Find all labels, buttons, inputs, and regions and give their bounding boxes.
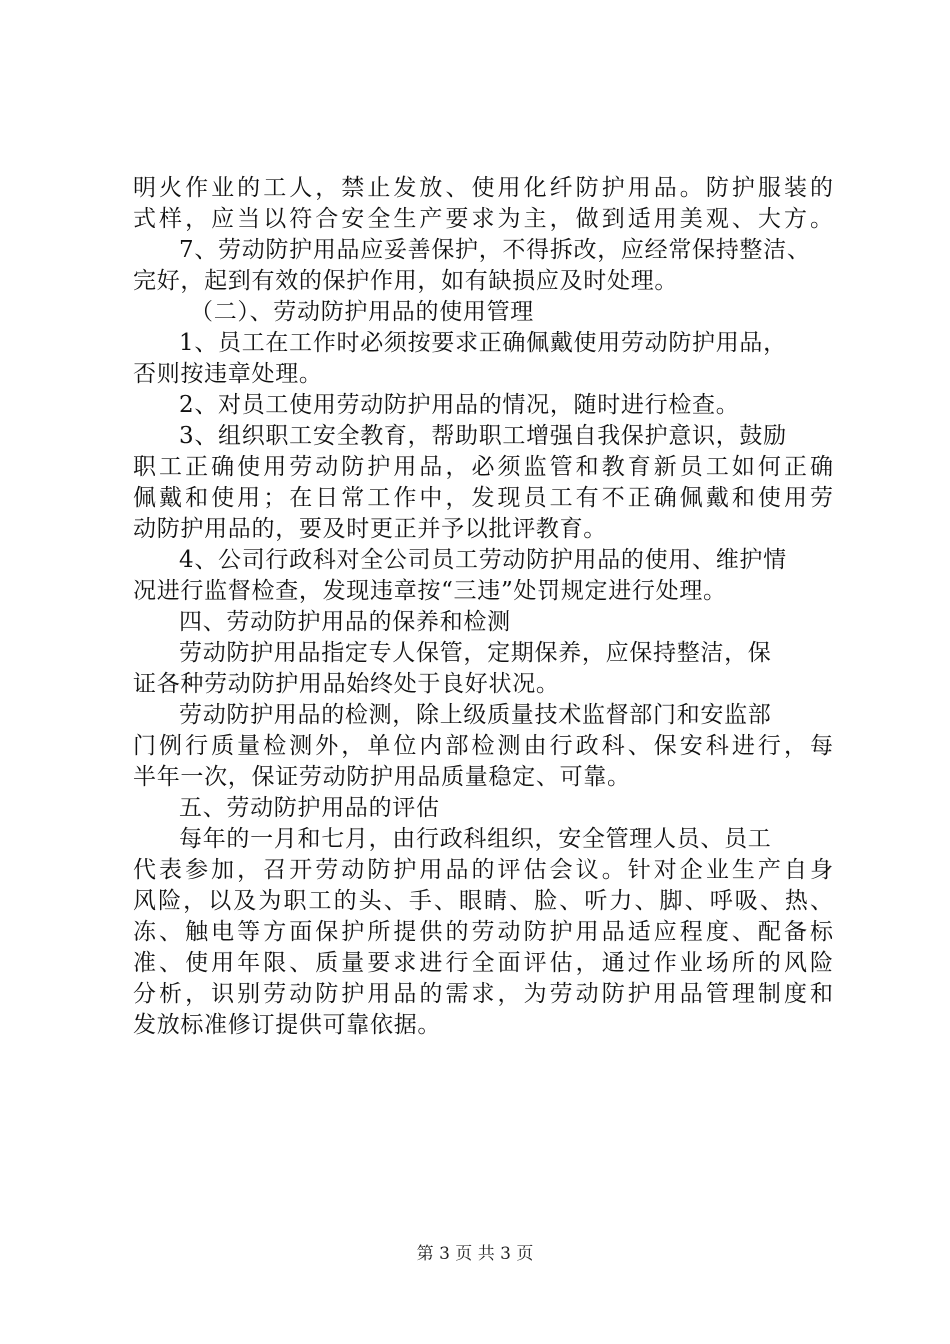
- text-line: 证各种劳动防护用品始终处于良好状况。: [133, 671, 560, 697]
- text-line: 式样，应当以符合安全生产要求为主，做到适用美观、大方。: [133, 206, 833, 232]
- text-line: 劳动防护用品的检测，除上级质量技术监督部门和安监部: [179, 702, 772, 728]
- text-line: 分析，识别劳动防护用品的需求，为劳动防护用品管理制度和: [133, 981, 833, 1007]
- text-line: 劳动防护用品指定专人保管，定期保养，应保持整洁，保: [179, 640, 772, 666]
- text-line: 明火作业的工人，禁止发放、使用化纤防护用品。防护服装的: [133, 175, 833, 201]
- text-line: 完好，起到有效的保护作用，如有缺损应及时处理。: [133, 268, 679, 294]
- text-line: 1、员工在工作时必须按要求正确佩戴使用劳动防护用品，: [179, 330, 787, 356]
- text-line: 准、使用年限、质量要求进行全面评估，通过作业场所的风险: [133, 950, 833, 976]
- section-heading: 五、劳动防护用品的评估: [179, 795, 440, 821]
- section-heading: （二）、劳动防护用品的使用管理: [190, 299, 534, 325]
- text-line: 发放标准修订提供可靠依据。: [133, 1012, 442, 1038]
- text-line: 职工正确使用劳动防护用品，必须监管和教育新员工如何正确: [133, 454, 833, 480]
- text-line: 门例行质量检测外，单位内部检测由行政科、保安科进行，每: [133, 733, 833, 759]
- page-footer: 第 3 页 共 3 页: [416, 1244, 534, 1264]
- text-line: 半年一次，保证劳动防护用品质量稳定、可靠。: [133, 764, 631, 790]
- text-line: 4、公司行政科对全公司员工劳动防护用品的使用、维护情: [179, 547, 787, 573]
- text-line: 佩戴和使用；在日常工作中，发现员工有不正确佩戴和使用劳: [133, 485, 833, 511]
- text-line: 7、劳动防护用品应妥善保护，不得拆改，应经常保持整洁、: [179, 237, 811, 263]
- text-line: 冻、触电等方面保护所提供的劳动防护用品适应程度、配备标: [133, 919, 833, 945]
- text-line: 况进行监督检查，发现违章按“三违”处罚规定进行处理。: [133, 578, 727, 604]
- text-line: 2、对员工使用劳动防护用品的情况，随时进行检查。: [179, 392, 740, 418]
- text-line: 3、组织职工安全教育，帮助职工增强自我保护意识，鼓励: [179, 423, 787, 449]
- text-line: 动防护用品的，要及时更正并予以批评教育。: [133, 516, 607, 542]
- text-line: 否则按违章处理。: [133, 361, 323, 387]
- text-line: 代表参加，召开劳动防护用品的评估会议。针对企业生产自身: [133, 857, 833, 883]
- text-line: 每年的一月和七月，由行政科组织，安全管理人员、员工: [179, 826, 772, 852]
- text-line: 风险，以及为职工的头、手、眼睛、脸、听力、脚、呼吸、热、: [133, 888, 833, 914]
- document-body: [133, 173, 833, 1041]
- section-heading: 四、劳动防护用品的保养和检测: [179, 609, 511, 635]
